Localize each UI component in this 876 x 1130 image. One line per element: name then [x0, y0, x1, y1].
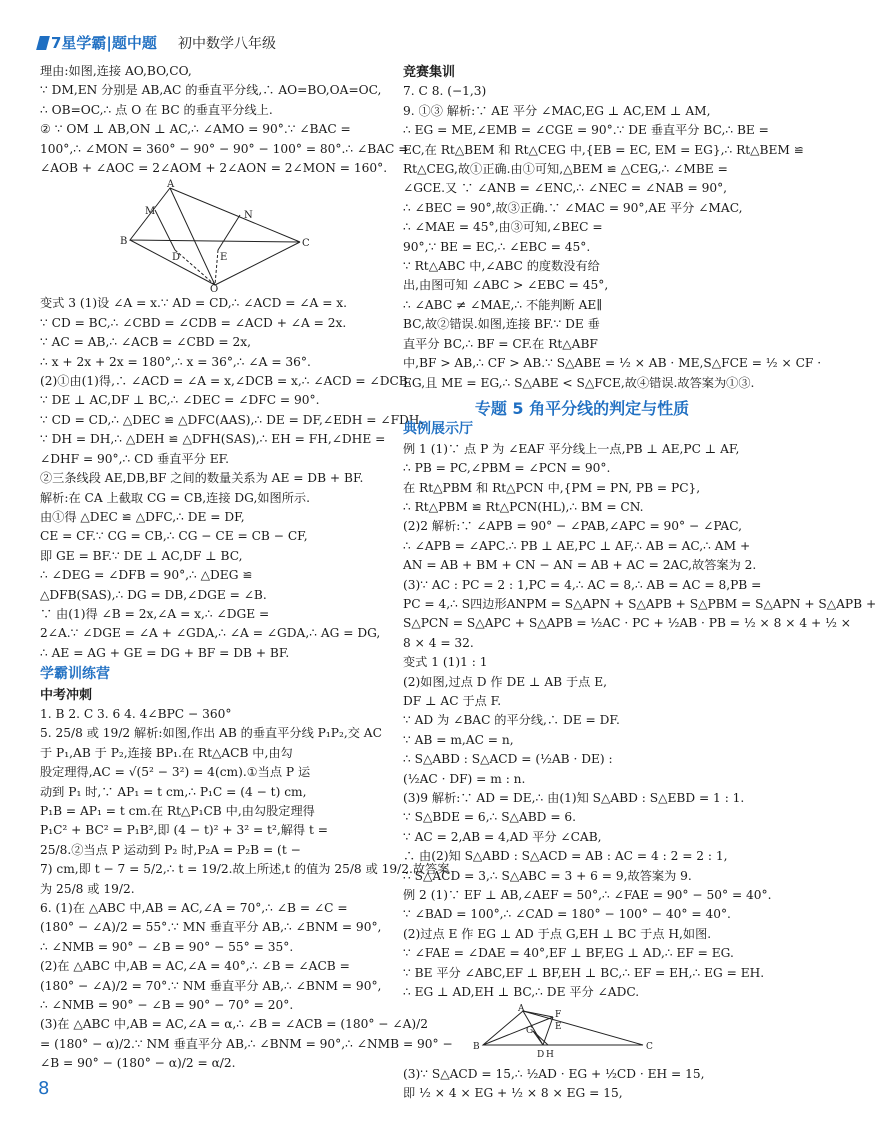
text-line: ∵ BE 平分 ∠ABC,EF ⊥ BF,EH ⊥ BC,∴ EF = EH,∴ EG = EH. — [403, 965, 765, 980]
left-block-1 — [40, 62, 409, 178]
section-heading-examples: 典例展示厅 — [403, 421, 473, 438]
text-line: (180° − ∠A)/2 = 70°.∵ NM 垂直平分 AB,∴ ∠BNM = 90°, — [40, 978, 382, 993]
text-line: ∵ 由(1)得 ∠B = 2x,∠A = x,∴ ∠DGE = — [40, 606, 270, 621]
svg-text:H: H — [546, 1049, 554, 1060]
text-line: ∵ Rt△ABC 中,∠ABC 的度数没有给 — [403, 259, 600, 274]
text-line: ∴ EG ⊥ AD,EH ⊥ BC,∴ DE 平分 ∠ADC. — [403, 985, 640, 1000]
text-line: ∴ ∠DEG = ∠DFB = 90°,∴ △DEG ≌ — [40, 568, 253, 583]
left-block-2 — [40, 294, 424, 663]
text-line: ∵ AD 为 ∠BAC 的平分线,∴ DE = DF. — [403, 713, 620, 728]
text-line: 7. C 8. (−1,3) — [403, 84, 487, 99]
text-line: ∵ ∠BAD = 100°,∴ ∠CAD = 180° − 100° − 40° = 40°. — [403, 907, 731, 922]
svg-text:A: A — [167, 179, 175, 191]
text-line: 由①得 △DEC ≌ △DFC,∴ DE = DF, — [40, 509, 245, 524]
svg-text:D: D — [172, 252, 181, 264]
text-line: 解析:在 CA 上截取 CG = CB,连接 DG,如图所示. — [40, 490, 310, 505]
text-line: ∵ DM,EN 分别是 AB,AC 的垂直平分线,∴ AO=BO,OA=OC, — [40, 83, 382, 98]
svg-text:N: N — [244, 210, 253, 222]
text-line: (3)∵ AC : PC = 2 : 1,PC = 4,∴ AC = 8,∴ AB = AC = 8,PB = — [403, 577, 762, 592]
page-number: 8 — [38, 1078, 50, 1099]
text-line: (2)①由(1)得,∴ ∠ACD = ∠A = x,∠DCB = x,∴ ∠ACD = ∠DCB. — [40, 374, 412, 389]
text-line: 中,BF > AB,∴ CF > AB.∵ S△ABE = ½ × AB · ME,S△FCE = ½ × CF · — [403, 356, 822, 371]
figure-triangle-abc-efgh — [403, 1005, 761, 1063]
text-line: 90°,∵ BE = EC,∴ ∠EBC = 45°. — [403, 239, 591, 254]
text-line: 25/8.②当点 P 运动到 P₂ 时,P₂A = P₂B = (t − — [40, 842, 301, 857]
text-line: ∴ S△ACD = 3,∴ S△ABC = 3 + 6 = 9,故答案为 9. — [403, 868, 692, 883]
text-line: (2)过点 E 作 EG ⊥ AD 于点 G,EH ⊥ BC 于点 H,如图. — [403, 926, 712, 941]
text-line: 7) cm,即 t − 7 = 5/2,∴ t = 19/2.故上所述,t 的值为 25/8 或 19/2.故答案 — [40, 862, 450, 877]
text-line: (3)∵ S△ACD = 15,∴ ½AD · EG + ½CD · EH = 15, — [403, 1066, 705, 1081]
text-line: ∵ S△BDE = 6,∴ S△ABD = 6. — [403, 810, 577, 825]
text-line: ∵ DH = DH,∴ △DEH ≌ △DFH(SAS),∴ EH = FH,∠DHE = — [40, 432, 386, 447]
text-line: 为 25/8 或 19/2. — [40, 881, 135, 896]
text-line: ∴ ∠BEC = 90°,故③正确.∵ ∠MAC = 90°,AE 平分 ∠MAC, — [403, 200, 743, 215]
topic-heading: 专题 5 角平分线的判定与性质 — [474, 398, 690, 418]
svg-text:E: E — [555, 1021, 562, 1032]
text-line: Rt△CEG,故①正确.由①可知,△BEM ≌ △CEG,∴ ∠MBE = — [403, 162, 728, 177]
text-line: 100°,∴ ∠MON = 360° − 90° − 90° − 100° = 80°.∴ ∠BAC = — [40, 141, 409, 156]
text-line: (2)2 解析:∵ ∠APB = 90° − ∠PAB,∠APC = 90° − ∠PAC, — [403, 519, 742, 534]
right-column — [403, 62, 876, 1103]
text-line: (3)9 解析:∵ AD = DE,∴ 由(1)知 S△ABD : S△EBD = 1 : 1. — [403, 791, 745, 806]
book-subtitle: 初中数学八年级 — [178, 36, 276, 52]
section-heading-training: 学霸训练营 — [40, 666, 110, 683]
right-block-3 — [403, 1065, 761, 1104]
text-line: 理由:如图,连接 AO,BO,CO, — [40, 64, 192, 78]
text-line: 动到 P₁ 时,∵ AP₁ = t cm,∴ P₁C = (4 − t) cm, — [40, 784, 307, 799]
text-line: △DFB(SAS),∴ DG = DB,∠DGE = ∠B. — [40, 587, 267, 602]
text-line: ∴ ∠NMB = 90° − ∠B = 90° − 55° = 35°. — [40, 939, 294, 954]
text-line: CE = CF.∵ CG = CB,∴ CG − CE = CB − CF, — [40, 529, 308, 544]
text-line: ∠B = 90° − (180° − α)/2 = α/2. — [40, 1056, 236, 1071]
svg-text:F: F — [555, 1009, 562, 1020]
text-line: ∵ ∠FAE = ∠DAE = 40°,EF ⊥ BF,EG ⊥ AD,∴ EF = EG. — [403, 946, 734, 961]
text-line: 即 ½ × 4 × EG + ½ × 8 × EG = 15, — [403, 1085, 623, 1100]
text-line: EG,且 ME = EG,∴ S△ABE < S△FCE,故④错误.故答案为①③. — [403, 375, 755, 390]
subheading-exam: 中考冲刺 — [40, 687, 93, 703]
right-block-2 — [403, 440, 876, 1003]
right-block-1 — [403, 82, 822, 393]
svg-text:E: E — [220, 252, 228, 264]
svg-text:B: B — [473, 1041, 480, 1052]
text-line: (2)在 △ABC 中,AB = AC,∠A = 40°,∴ ∠B = ∠ACB = — [40, 959, 350, 974]
text-line: 直平分 BC,∴ BF = CF.在 Rt△ABF — [403, 336, 598, 351]
text-line: 出,由图可知 ∠ABC > ∠EBC = 45°, — [403, 278, 609, 293]
text-line: ∴ Rt△PBM ≌ Rt△PCN(HL),∴ BM = CN. — [403, 499, 644, 514]
text-line: ∴ ∠MAE = 45°,由③可知,∠BEC = — [403, 220, 603, 235]
svg-text:A: A — [518, 1003, 525, 1014]
svg-text:G: G — [526, 1025, 534, 1036]
text-line: 于 P₁,AB 于 P₂,连接 BP₁.在 Rt△ACB 中,由勾 — [40, 745, 293, 760]
text-line: ∴ EG = ME,∠EMB = ∠CGE = 90°.∵ DE 垂直平分 BC,∴ BE = — [403, 123, 769, 138]
text-line: ∵ CD = BC,∴ ∠CBD = ∠CDB = ∠ACD + ∠A = 2x. — [40, 315, 347, 330]
text-line: 即 GE = BF.∵ DE ⊥ AC,DF ⊥ BC, — [40, 548, 243, 563]
svg-text:B: B — [120, 236, 128, 248]
text-line: ∴ OB=OC,∴ 点 O 在 BC 的垂直平分线上. — [40, 102, 273, 117]
text-line: P₁C² + BC² = P₁B²,即 (4 − t)² + 3² = t²,解得 t = — [40, 823, 328, 838]
text-line: 8 × 4 = 32. — [403, 635, 474, 650]
svg-text:O: O — [210, 284, 219, 296]
text-line: ∵ AC = 2,AB = 4,AD 平分 ∠CAB, — [403, 829, 602, 844]
text-line: ∴ ∠NMB = 90° − ∠B = 90° − 70° = 20°. — [40, 998, 294, 1013]
text-line: = (180° − α)/2.∵ NM 垂直平分 AB,∴ ∠BNM = 90°,∴ ∠NMB = 90° − — [40, 1036, 453, 1051]
text-line: ∵ DE ⊥ AC,DF ⊥ BC,∴ ∠DEC = ∠DFC = 90°. — [40, 393, 320, 408]
text-line: 股定理得,AC = √(5² − 3²) = 4(cm).①当点 P 运 — [40, 765, 311, 780]
text-line: ∠DHF = 90°,∴ CD 垂直平分 EF. — [40, 451, 230, 466]
text-line: EC,在 Rt△BEM 和 Rt△CEG 中,{EB = EC, EM = EG},∴ Rt△BEM ≌ — [403, 142, 804, 157]
text-line: ∵ AB = m,AC = n, — [403, 732, 514, 747]
text-line: PC = 4,∴ S四边形ANPM = S△APN + S△APB + S△PBM = S△APN + S△APB + — [403, 596, 876, 611]
text-line: ∴ AE = AG + GE = DG + BF = DB + BF. — [40, 645, 290, 660]
text-line: DF ⊥ AC 于点 F. — [403, 694, 502, 708]
svg-text:M: M — [145, 206, 156, 218]
text-line: (180° − ∠A)/2 = 55°.∵ MN 垂直平分 AB,∴ ∠BNM = 90°, — [40, 920, 382, 935]
text-line: 例 2 (1)∵ EF ⊥ AB,∠AEF = 50°,∴ ∠FAE = 90° − 50° = 40°. — [403, 888, 772, 903]
brand-text: 7星学霸|题中题 — [51, 34, 157, 52]
text-line: ∵ AC = AB,∴ ∠ACB = ∠CBD = 2x, — [40, 335, 251, 350]
text-line: (3)在 △ABC 中,AB = AC,∠A = α,∴ ∠B = ∠ACB = (180° − ∠A)/2 — [40, 1017, 429, 1032]
page-header — [38, 30, 762, 56]
text-line: ∠GCE.又 ∵ ∠ANB = ∠ENC,∴ ∠NEC = ∠NAB = 90°, — [403, 181, 728, 196]
text-line: ② ∵ OM ⊥ AB,ON ⊥ AC,∴ ∠AMO = 90°.∵ ∠BAC = — [40, 122, 351, 137]
text-line: AN = AB + BM + CN − AN = AB + AC = 2AC,故答案为 2. — [403, 558, 757, 573]
text-line: (½AC · DF) = m : n. — [403, 771, 526, 786]
text-line: S△PCN = S△APC + S△APB = ½AC · PC + ½AB · PB = ½ × 8 × 4 + ½ × — [403, 616, 851, 631]
text-line: 变式 1 (1)1 : 1 — [403, 655, 488, 670]
text-line: ②三条线段 AE,DB,BF 之间的数量关系为 AE = DB + BF. — [40, 471, 364, 486]
svg-text:C: C — [646, 1041, 653, 1052]
text-line: ∴ 由(2)知 S△ABD : S△ACD = AB : AC = 4 : 2 = 2 : 1, — [403, 849, 728, 864]
text-line: ∠AOB + ∠AOC = 2∠AOM + 2∠AON = 2∠MON = 160°. — [40, 161, 388, 176]
text-line: ∴ ∠APB = ∠APC.∴ PB ⊥ AE,PC ⊥ AF,∴ AB = AC,∴ AM + — [403, 538, 751, 553]
text-line: 5. 25/8 或 19/2 解析:如图,作出 AB 的垂直平分线 P₁P₂,交 AC — [40, 726, 382, 741]
text-line: 2∠A.∵ ∠DGE = ∠A + ∠GDA,∴ ∠A = ∠GDA,∴ AG = DG, — [40, 626, 381, 641]
brand-logo — [38, 32, 157, 53]
text-line: (2)如图,过点 D 作 DE ⊥ AB 于点 E, — [403, 674, 607, 689]
figure-triangle-abc-o — [40, 179, 398, 296]
text-line: 6. (1)在 △ABC 中,AB = AC,∠A = 70°,∴ ∠B = ∠C = — [40, 901, 348, 916]
text-line: BC,故②错误.如图,连接 BF.∵ DE 垂 — [403, 317, 600, 332]
text-line: ∴ S△ABD : S△ACD = (½AB · DE) : — [403, 752, 613, 767]
brand-mark-icon — [36, 36, 50, 50]
text-line: 9. ①③ 解析:∵ AE 平分 ∠MAC,EG ⊥ AC,EM ⊥ AM, — [403, 103, 711, 118]
text-line: ∴ x + 2x + 2x = 180°,∴ x = 36°,∴ ∠A = 36°. — [40, 354, 311, 369]
left-block-3 — [40, 705, 453, 1074]
text-line: 在 Rt△PBM 和 Rt△PCN 中,{PM = PN, PB = PC}, — [403, 480, 701, 495]
text-line: ∴ PB = PC,∠PBM = ∠PCN = 90°. — [403, 461, 611, 476]
text-line: 变式 3 (1)设 ∠A = x.∵ AD = CD,∴ ∠ACD = ∠A = x. — [40, 296, 348, 311]
text-line: ∵ CD = CD,∴ △DEC ≌ △DFC(AAS),∴ DE = DF,∠EDH = ∠FDH. — [40, 412, 424, 427]
text-line: 例 1 (1)∵ 点 P 为 ∠EAF 平分线上一点,PB ⊥ AE,PC ⊥ AF, — [403, 441, 740, 456]
text-line: P₁B = AP₁ = t cm.在 Rt△P₁CB 中,由勾股定理得 — [40, 804, 315, 818]
text-line: ∴ ∠ABC ≠ ∠MAE,∴ 不能判断 AE∥ — [403, 297, 602, 312]
text-line: 1. B 2. C 3. 6 4. 4∠BPC − 360° — [40, 706, 232, 721]
svg-text:D: D — [537, 1049, 545, 1060]
subheading-competition: 竞赛集训 — [403, 65, 456, 80]
svg-text:C: C — [302, 238, 310, 250]
